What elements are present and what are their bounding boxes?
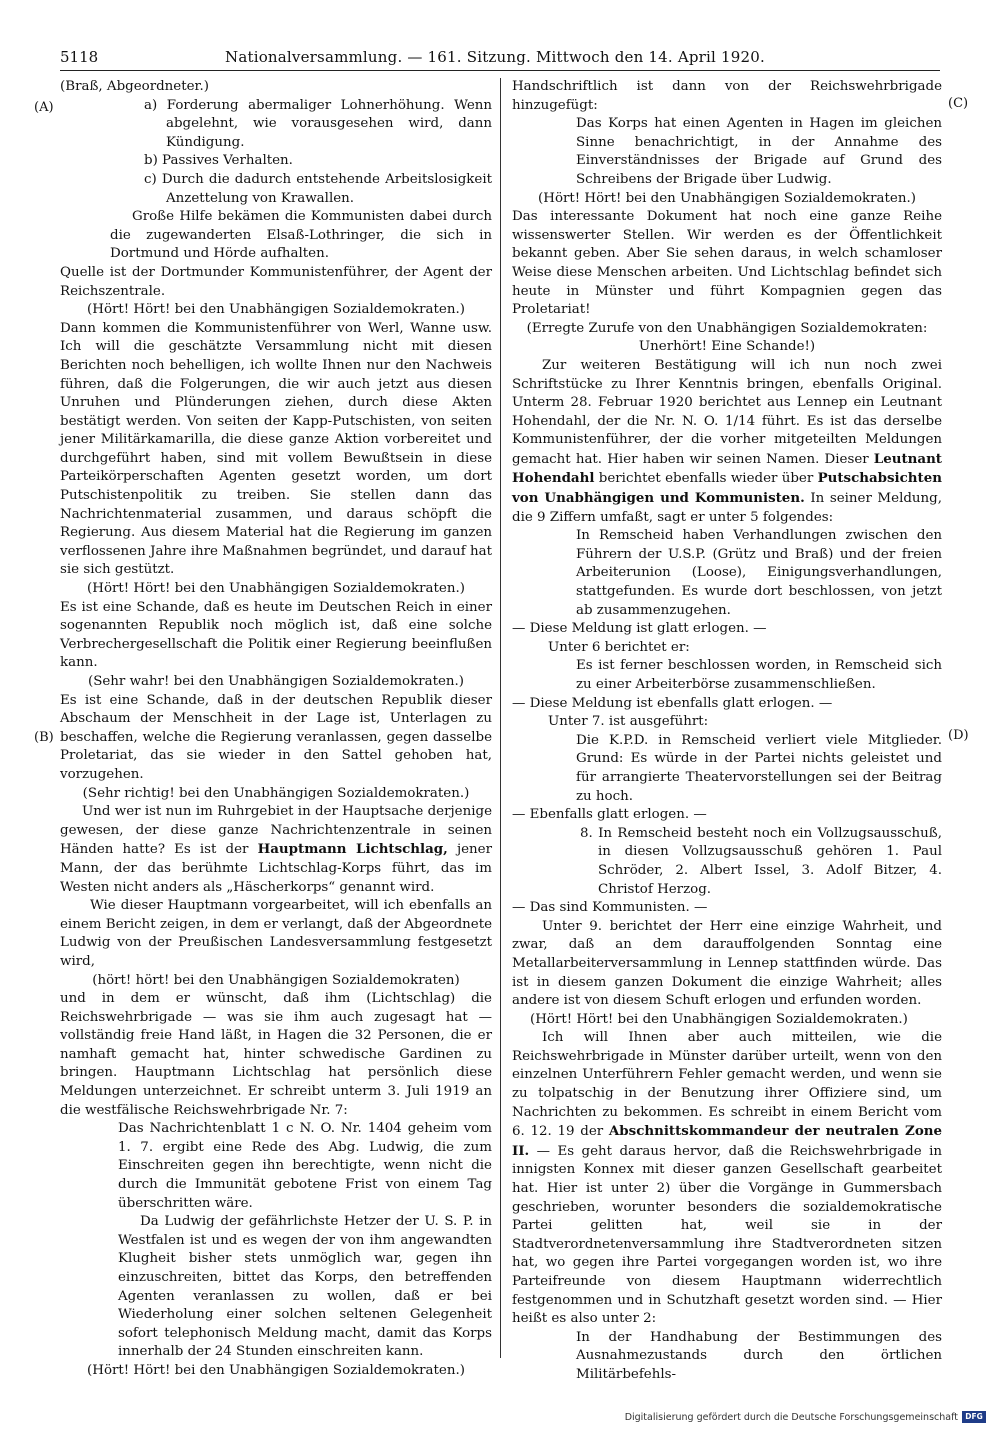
bold-name: Leutnant Hohendahl [512, 450, 942, 487]
bold-phrase: Putschabsichten von Unabhängigen und Kommunisten. [512, 470, 942, 507]
interjection: (Hört! Hört! bei den Unabhängigen Sozialdemokraten.) [87, 1362, 465, 1378]
margin-marker-c: (C) [948, 96, 969, 111]
dfg-logo: DFG [962, 1411, 986, 1423]
comment-line: — Das sind Kommunisten. — [512, 900, 708, 916]
paragraph-text: — Es geht daraus hervor, daß die Reichswehrbrigade in innigsten Konnex mit dieser ganzen Gesellschaft gearbeitet hat. Hier ist unter 2) über die Vorgänge in Gummersbach geschrieben, worunter besonders die sozialdemokratische Partei gelitten hat, weil sie in der Stadtverordnetenversammlung ihre Stadtverordneten sitzen hat, wo gegen ihre Partei vorgegangen worden ist, wo ihre Parteifreunde von diesem Hauptmann widerrechtlich festgenommen und in Schutzhaft gesetzt worden sind. — Hier heißt es also unter 2: [512, 1143, 942, 1327]
interjection: (Erregte Zurufe von den Unabhängigen Sozialdemokraten: Unerhört! Eine Schande!) [526, 320, 928, 355]
paragraph [60, 803, 492, 897]
left-column [60, 78, 492, 1381]
margin-marker-b: (B) [34, 730, 54, 745]
paragraph-text: Ich will Ihnen aber auch mitteilen, wie die Reichswehrbrigade in Münster darüber urteilt, wenn von den einzelnen Unterführern Fehler gemacht werden, und wenn sie zu tolpatschig in der Benutzung ihrer Offiziere sind, um Nachrichten zu bekommen. Es schreibt in einem Bericht vom 6. 12. 19 der [512, 1030, 942, 1140]
comment-line: — Diese Meldung ist ebenfalls glatt erlogen. — [512, 695, 833, 711]
quoted-paragraph: In der Handhabung der Bestimmungen des Ausnahmezustands durch den örtlichen Militärbefehls- [576, 1329, 942, 1382]
paragraph-text: Und wer ist nun im Ruhrgebiet in der Hauptsache derjenige gewesen, der diese ganze Nachrichtenzentrale in seinen Händen hatte? Es ist der [60, 804, 492, 858]
right-column [512, 78, 942, 1385]
margin-marker-d: (D) [948, 728, 969, 743]
paragraph: Unter 6 berichtet er: [548, 639, 690, 655]
quoted-paragraph: Die K.P.D. in Remscheid verliert viele Mitglieder. Grund: Es würde in der Partei nichts geleistet und für arrangierte Theatervorstellungen sei der Beitrag zu hoch. [576, 732, 942, 804]
paragraph [512, 357, 942, 527]
paragraph [512, 1029, 942, 1329]
paragraph: Unter 9. berichtet der Herr eine einzige Wahrheit, und zwar, daß an dem darauffolgenden Sonntag eine Metallarbeiterversammlung in Lennep stattfinden würde. Das ist in diesem ganzen Dokument die einzige Wahrheit; alles andere ist von diesem Schuft erlogen und erfunden worden. [512, 918, 942, 1009]
margin-marker-a: (A) [34, 100, 54, 115]
list-item: b) Passives Verhalten. [144, 153, 293, 169]
interjection: (hört! hört! bei den Unabhängigen Sozialdemokraten) [92, 972, 460, 988]
header-rule [60, 70, 940, 71]
running-title: Nationalversammlung. — 161. Sitzung. Mittwoch den 14. April 1920. [225, 48, 765, 66]
interjection: (Hört! Hört! bei den Unabhängigen Sozialdemokraten.) [530, 1011, 908, 1027]
paragraph: Quelle ist der Dortmunder Kommunistenführer, der Agent der Reichszentrale. [60, 264, 492, 299]
paragraph: Wie dieser Hauptmann vorgearbeitet, will ich ebenfalls an einem Bericht zeigen, in dem er verlangt, daß der Abgeordnete Ludwig von der Preußischen Landesversammlung festgesetzt wird, [60, 898, 492, 969]
interjection: (Hört! Hört! bei den Unabhängigen Sozialdemokraten.) [538, 190, 916, 206]
bold-name: Hauptmann Lichtschlag, [257, 841, 448, 858]
page-header [60, 44, 940, 70]
quoted-paragraph: Da Ludwig der gefährlichste Hetzer der U. S. P. in Westfalen ist und es wegen der von ihm angewandten Klugheit bisher stets unmöglich war, gegen ihn einzuschreiten, bittet das Korps, den betreffenden Agenten veranlassen zu wollen, daß er bei Wiederholung einer solchen seltenen Gelegenheit sofort telephonisch Meldung macht, damit das Korps innerhalb der 24 Stunden einschreiten kann. [118, 1214, 492, 1360]
paragraph: Dann kommen die Kommunistenführer von Werl, Wanne usw. Ich will die geschätzte Versammlung nicht mit diesen Berichten noch behelligen, ich wollte Ihnen nur den Nachweis führen, daß die Folgerungen, die wir auch jetzt aus diesen Unruhen und Plünderungen ziehen, durch diese Akten bestätigt werden. Von seiten der Kapp-Putschisten, von seiten jener Militärkamarilla, die diese ganze Aktion vorbereitet und durchgeführt haben, sind mit vollem Bewußtsein in diese Parteikörperschaften Agenten gesetzt worden, um dort Putschistenpolitik zu treiben. Sie stellen dann das Nachrichtenmaterial zusammen, und daraus schöpft die Regierung. Aus diesem Material hat die Regierung im ganzen verflossenen Jahre ihre Maßnahmen begründet, und darauf hat sie sich gestützt. [60, 320, 492, 578]
speaker-note: (Braß, Abgeordneter.) [60, 79, 209, 94]
paragraph: und in dem er wünscht, daß ihm (Lichtschlag) die Reichswehrbrigade — was sie ihm auch zugesagt hat — vollständig freie Hand läßt, in Hagen die 32 Personen, die er namhaft gemacht hat, hinter schwedische Gardinen zu bringen. Hauptmann Lichtschlag hat persönlich diese Meldungen unterzeichnet. Er schreibt unterm 3. Juli 1919 an die westfälische Reichswehrbrigade Nr. 7: [60, 991, 492, 1118]
list-item: a) Forderung abermaliger Lohnerhöhung. Wenn abgelehnt, wie vorausgesehen wird, dann Kündigung. [144, 97, 492, 150]
list-item: c) Durch die dadurch entstehende Arbeitslosigkeit Anzettelung von Krawallen. [144, 171, 492, 206]
comment-line: — Ebenfalls glatt erlogen. — [512, 807, 707, 823]
paragraph: Unter 7. ist ausgeführt: [548, 714, 709, 730]
interjection: (Sehr richtig! bei den Unabhängigen Sozialdemokraten.) [82, 785, 470, 801]
quoted-paragraph: Es ist ferner beschlossen worden, in Remscheid sich zu einer Arbeiterbörse zusammenschließen. [576, 658, 942, 692]
quoted-paragraph: 8. In Remscheid besteht noch ein Vollzugsausschuß, in diesen Vollzugsausschuß gehören 1. Paul Schröder, 2. Albert Issel, 3. Adolf Bitzer, 4. Christof Herzog. [580, 825, 942, 897]
paragraph: Es ist eine Schande, daß es heute im Deutschen Reich in einer sogenannten Republik noch möglich ist, daß eine solche Verbrechergesellschaft die Politik einer Regierung beeinflußen kann. [60, 599, 492, 671]
credit-text: Digitalisierung gefördert durch die Deutsche Forschungsgemeinschaft [624, 1411, 958, 1423]
page-number: 5118 [60, 48, 99, 66]
quoted-paragraph: Das Nachrichtenblatt 1 c N. O. Nr. 1404 geheim vom 1. 7. ergibt eine Rede des Abg. Ludwig, die zum Einschreiten gegen ihn berechtigte, wenn nicht die durch die Immunität gebotene Frist von einem Tag überschritten wäre. [118, 1121, 492, 1211]
bold-phrase: Abschnittskommandeur der neutralen Zone II. [512, 1123, 943, 1159]
paragraph-text: In seiner Meldung, die 9 Ziffern umfaßt, sagt er unter 5 folgendes: [512, 491, 943, 525]
paragraph: Es ist eine Schande, daß in der deutschen Republik dieser Abschaum der Menschheit in der Lage ist, Unterlagen zu beschaffen, welche die Regierung veranlassen, gegen dasselbe Proletariat, das sie wieder in den Sattel gehoben hat, vorzugehen. [60, 692, 492, 782]
comment-line: — Diese Meldung ist glatt erlogen. — [512, 621, 767, 637]
paragraph: Das interessante Dokument hat noch eine ganze Reihe wissenswerter Stellen. Wir werden es der Öffentlichkeit bekannt geben. Aber Sie sehen daraus, in welch schamloser Weise diese Menschen arbeiten. Und Lichtschlag befindet sich heute in Münster und führt Kompagnien gegen das Proletariat! [512, 209, 942, 318]
interjection: (Hört! Hört! bei den Unabhängigen Sozialdemokraten.) [87, 302, 465, 318]
interjection: (Hört! Hört! bei den Unabhängigen Sozialdemokraten.) [87, 581, 465, 597]
paragraph-text: berichtet ebenfalls wieder über [598, 471, 814, 487]
quoted-paragraph: In Remscheid haben Verhandlungen zwischen den Führern der U.S.P. (Grütz und Braß) und der freien Arbeiterunion (Loose), Einigungsverhandlungen, stattgefunden. Es wurde dort beschlossen, von jetzt ab zusammenzugehen. [576, 528, 942, 618]
quoted-paragraph: Große Hilfe bekämen die Kommunisten dabei durch die zugewanderten Elsaß-Lothringer, die sich in Dortmund und Hörde aufhalten. [110, 209, 492, 262]
digitization-credit [625, 1411, 986, 1423]
quoted-paragraph: Das Korps hat einen Agenten in Hagen im gleichen Sinne benachrichtigt, in der Annahme des Einverständnisses der Brigade auf Grund des Schreibens der Brigade über Ludwig. [576, 116, 942, 187]
column-divider [500, 78, 501, 1358]
paragraph: Handschriftlich ist dann von der Reichswehrbrigade hinzugefügt: [512, 79, 942, 113]
interjection: (Sehr wahr! bei den Unabhängigen Sozialdemokraten.) [87, 674, 465, 689]
paragraph-text: Zur weiteren Bestätigung will ich nun noch zwei Schriftstücke zu Ihrer Kenntnis bringen, ebenfalls Original. Unterm 28. Februar 1920 berichtet aus Lennep ein Leutnant Hohendahl, der die Nr. N. O. 1/14 führt. Es ist das derselbe Kommunistenführer, der die vorher mitgeteilten Meldungen gemacht hat. Hier haben wir seinen Namen. Dieser [512, 357, 942, 467]
paragraph-text: jener Mann, der das berühmte Lichtschlag-Korps führt, das im Westen nicht anders als „Häscherkorps“ genannt wird. [60, 842, 492, 895]
